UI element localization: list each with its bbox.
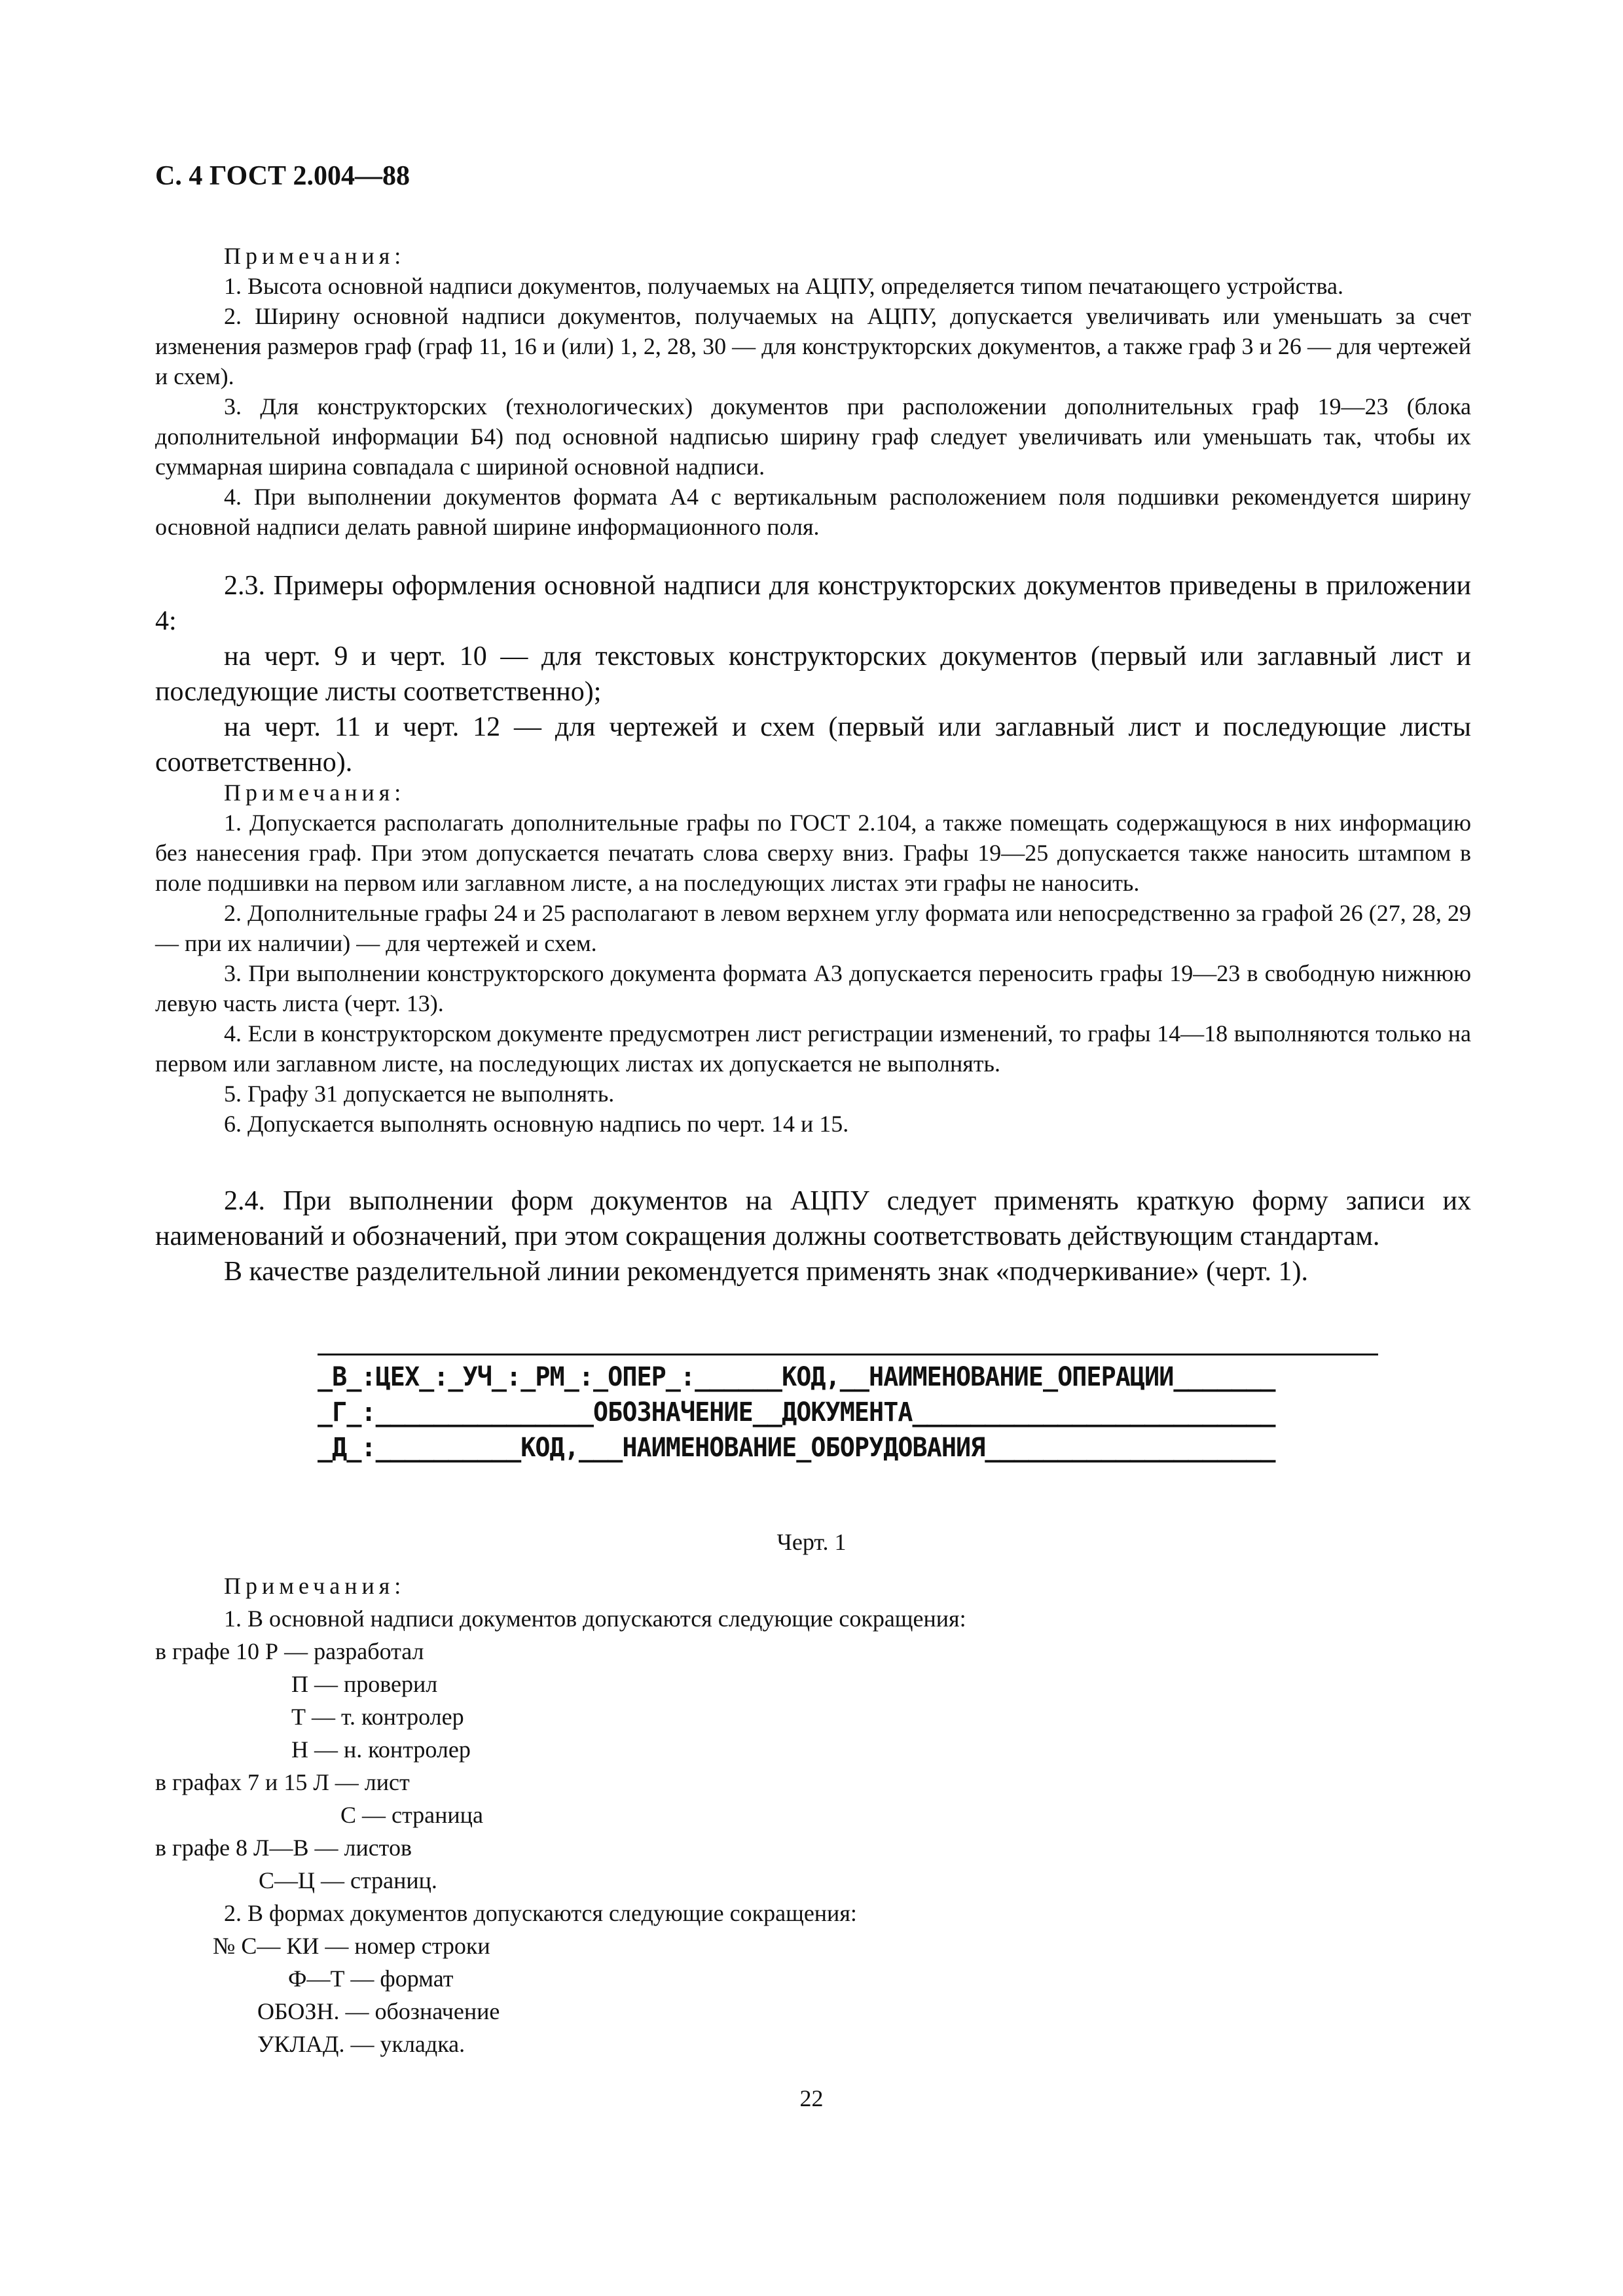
abbr-entry: С — страница: [340, 1802, 483, 1828]
paragraph: 2.3. Примеры оформления основной надписи для конструкторских документов приведены в приложении 4:: [155, 571, 1471, 636]
abbr-group-label: в графе 8 Л—В — листов: [155, 1835, 412, 1861]
note-item: 5. Графу 31 допускается не выполнять.: [224, 1081, 615, 1107]
notes-block-2: [155, 778, 1471, 1139]
note-item: 4. Если в конструкторском документе предусмотрен лист регистрации изменений, то графы 14—18 выполняются только на первом или заглавном листе, на последующих листах их допускается не выполнять.: [155, 1020, 1471, 1077]
note-item: 4. При выполнении документов формата А4 с вертикальным расположением поля подшивки рекомендуется ширину основной надписи делать равной ширине информационного поля.: [155, 484, 1471, 540]
abbr-group-label: в графе 10 Р — разработал: [155, 1638, 424, 1664]
notes-heading: Примечания:: [224, 780, 406, 806]
paragraph: В качестве разделительной линии рекомендуется применять знак «подчеркивание» (черт. 1).: [224, 1257, 1308, 1287]
abbr-entry: ОБОЗН. — обозначение: [257, 1998, 500, 2024]
note-item: 1. В основной надписи документов допускаются следующие сокращения:: [224, 1605, 966, 1632]
note-item: 3. Для конструкторских (технологических) документов при расположении дополнительных граф 19—23 (блока дополнительной информации Б4) под основной надписью ширину граф следует увеличивать или уменьшать так, чтобы их суммарная ширина совпадала с шириной основной надписи.: [155, 393, 1471, 480]
abbr-entry: Т — т. контролер: [291, 1704, 464, 1730]
abbr-entry: Ф—Т — формат: [288, 1965, 454, 1992]
abbr-entry: Н — н. контролер: [291, 1736, 471, 1763]
paragraph: на черт. 11 и черт. 12 — для чертежей и схем (первый или заглавный лист и последующие листы соответственно).: [155, 712, 1471, 778]
figure-line: _Г_:_______________ОБОЗНАЧЕНИЕ__ДОКУМЕНТА_________________________: [318, 1397, 1275, 1427]
page-header-title: С. 4 ГОСТ 2.004—88: [155, 161, 410, 191]
figure-top-rule: [318, 1354, 1378, 1355]
abbr-entry: № С— КИ — номер строки: [213, 1933, 490, 1959]
paragraph: на черт. 9 и черт. 10 — для текстовых конструкторских документов (первый или заглавный лист и последующие листы соответственно);: [155, 641, 1471, 707]
figure-line: _Д_:__________КОД,___НАИМЕНОВАНИЕ_ОБОРУДОВАНИЯ____________________: [318, 1433, 1275, 1463]
abbr-entry: УКЛАД. — укладка.: [257, 2031, 465, 2057]
note-item: 3. При выполнении конструкторского документа формата А3 допускается переносить графы 19—23 в свободную нижнюю левую часть листа (черт. 13).: [155, 960, 1471, 1016]
figure-line: _В_:ЦЕХ_:_УЧ_:_РМ_:_ОПЕР_:______КОД,__НАИМЕНОВАНИЕ_ОПЕРАЦИИ_______: [318, 1362, 1275, 1392]
abbr-entry: П — проверил: [291, 1671, 438, 1697]
notes-heading: Примечания:: [224, 1573, 406, 1599]
note-item: 2. Дополнительные графы 24 и 25 располагают в левом верхнем углу формата или непосредственно за графой 26 (27, 28, 29 — при их наличии) — для чертежей и схем.: [155, 900, 1471, 956]
note-item: 2. В формах документов допускаются следующие сокращения:: [224, 1900, 857, 1926]
section-2-4: [155, 1183, 1471, 1289]
section-2-3: [155, 568, 1471, 780]
figure-1: [318, 1354, 1378, 1465]
notes-heading: Примечания:: [224, 243, 406, 269]
note-item: 6. Допускается выполнять основную надпись по черт. 14 и 15.: [224, 1111, 849, 1137]
notes-block-1: [155, 241, 1471, 542]
figure-caption: Черт. 1: [776, 1529, 847, 1555]
paragraph: 2.4. При выполнении форм документов на АЦПУ следует применять краткую форму записи их наименований и обозначений, при этом сокращения должны соответствовать действующим стандартам.: [155, 1186, 1471, 1251]
abbr-group-label: в графах 7 и 15 Л — лист: [155, 1769, 410, 1795]
note-item: 1. Высота основной надписи документов, получаемых на АЦПУ, определяется типом печатающего устройства.: [224, 273, 1343, 299]
note-item: 1. Допускается располагать дополнительные графы по ГОСТ 2.104, а также помещать содержащуюся в них информацию без нанесения граф. При этом допускается печатать слова сверху вниз. Графы 19—25 допускается также наносить штампом в поле подшивки на первом или заглавном листе, а на последующих листах эти графы не наносить.: [155, 810, 1471, 896]
page-number: 22: [799, 2085, 824, 2111]
note-item: 2. Ширину основной надписи документов, получаемых на АЦПУ, допускается увеличивать или уменьшать за счет изменения размеров граф (граф 11, 16 и (или) 1, 2, 28, 30 — для конструкторских документов, а также граф 3 и 26 — для чертежей и схем).: [155, 303, 1471, 389]
abbr-entry: С—Ц — страниц.: [259, 1867, 437, 1893]
